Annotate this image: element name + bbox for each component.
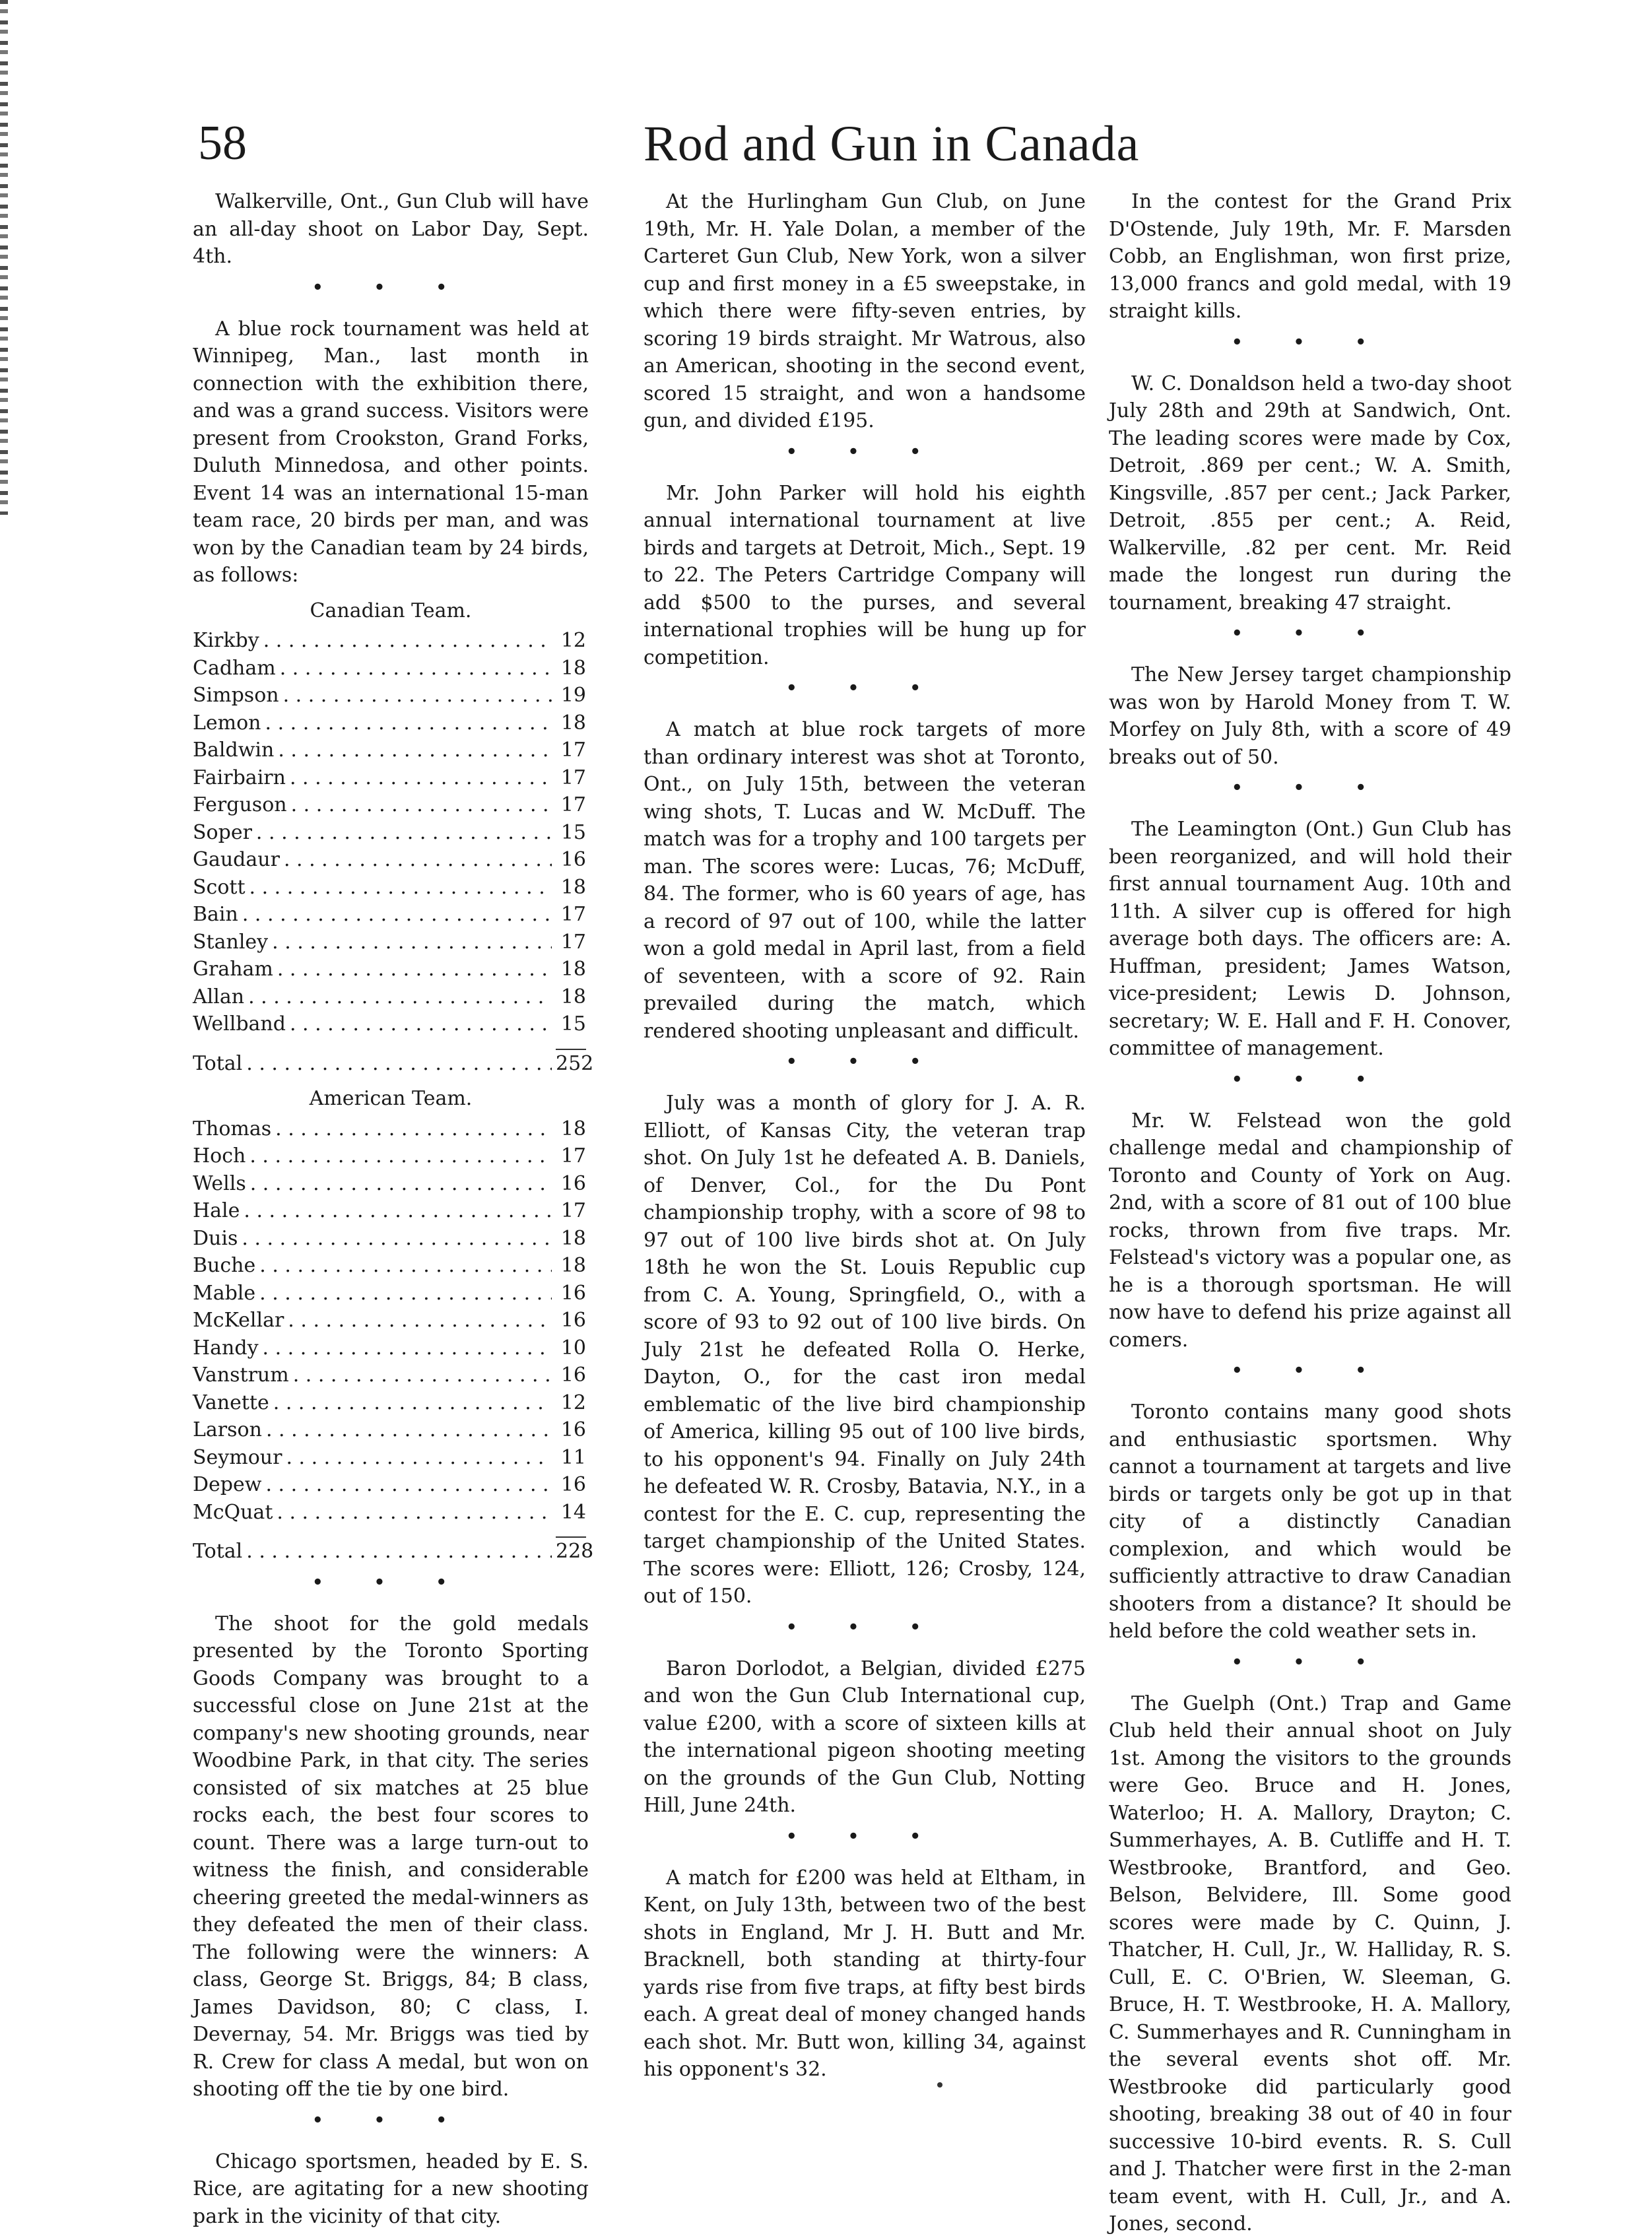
article-parker-tournament: Mr. John Parker will hold his eighth annual international tournament at live birds and targets at Detroit, Mich., Sept. 19 to 22. The Peters Cartridge Company will add $500 to the purses, and several international trophies will be hung up for competition.: [644, 481, 1086, 669]
player-score: 11: [560, 1445, 586, 1469]
column-left: [193, 188, 594, 2230]
american-team-table: [193, 1115, 594, 1565]
separator: • • •: [786, 1052, 943, 1072]
score-row: [193, 1252, 586, 1280]
total-row: [193, 1049, 594, 1078]
player-score: 17: [560, 1199, 586, 1222]
leader-dots: [242, 1225, 552, 1253]
leader-dots: [263, 1334, 552, 1362]
player-score: 15: [560, 820, 586, 844]
score-row: [193, 956, 586, 983]
leader-dots: [280, 655, 552, 682]
score-row: [193, 1334, 586, 1362]
player-name: Thomas: [193, 1117, 272, 1140]
player-name: Seymour: [193, 1445, 282, 1469]
player-score: 17: [560, 930, 586, 954]
player-score: 17: [560, 903, 586, 926]
player-score: 10: [560, 1336, 586, 1360]
leader-dots: [242, 901, 552, 929]
player-name: Wells: [193, 1171, 246, 1195]
leader-dots: [293, 1362, 552, 1389]
player-name: Mable: [193, 1281, 256, 1305]
separator: • • •: [786, 1826, 943, 1847]
article-new-jersey: The New Jersey target championship was won by Harold Money from T. W. Morfey on July 8th, with a score of 49 breaks out of 50.: [1109, 663, 1511, 769]
score-row: [193, 1197, 586, 1225]
score-row: [193, 1416, 586, 1444]
player-score: 18: [560, 985, 586, 1008]
player-name: Fairbairn: [193, 766, 286, 789]
article-toronto-medals: The shoot for the gold medals presented by the Toronto Sporting Goods Company was brought to a successful close on June 21st at the company's new shooting grounds, near Woodbine Park, in that city. The series consisted of six matches at 25 blue rocks each, the best four scores to count. There was a large turn-out to witness the finish, and considerable cheering greeted the medal-winners as they defeated the men of their class. The following were the winners: A class, George St. Briggs, 84; B class, James Davidson, 80; C class, I. Devernay, 54. Mr. Briggs was tied by R. Crew for class A medal, but won on shooting off the tie by one bird.: [193, 1612, 589, 2101]
player-name: Buche: [193, 1254, 256, 1277]
separator: • • •: [1232, 332, 1389, 352]
separator: • • •: [1232, 1069, 1389, 1090]
article-dorlodot: Baron Dorlodot, a Belgian, divided £275 and won the Gun Club International cup, value £200, with a score of sixteen kills at the international pigeon shooting meeting on the grounds of the Gun Club, Notting Hill, June 24th.: [644, 1657, 1086, 1817]
leader-dots: [288, 1307, 552, 1334]
player-score: 17: [560, 766, 586, 789]
score-row: [193, 1142, 586, 1170]
score-row: [193, 1499, 586, 1527]
article-lucas-mcduff: A match at blue rock targets of more than ordinary interest was shot at Toronto, Ont., on July 15th, between the veteran wing shots, T. Lucas and W. McDuff. The match was for a trophy and 100 targets per man. The scores were: Lucas, 76; McDuff, 84. The former, who is 60 years of age, has a record of 97 out of 100, while the latter won a gold medal in April last, from a field of seventeen, with a score of 92. Rain prevailed during the match, which rendered shooting unpleasant and difficult.: [644, 718, 1086, 1043]
player-score: 12: [560, 629, 586, 652]
player-score: 12: [560, 1391, 586, 1414]
article-winnipeg: A blue rock tournament was held at Winnipeg, Man., last month in connection with the exhibition there, and was a grand success. Visitors were present from Crookston, Grand Forks, Duluth Minnedosa, and other points. Event 14 was an international 15-man team race, 20 birds per man, and was won by the Canadian team by 24 birds, as follows:: [193, 317, 589, 587]
scan-edge-mark: [0, 0, 8, 515]
leader-dots: [266, 1416, 552, 1444]
article-hurlingham: At the Hurlingham Gun Club, on June 19th, Mr. H. Yale Dolan, a member of the Carteret Gun Club, New York, won a silver cup and first money in a £5 sweepstake, in which there were fifty-seven entries, by scoring 19 birds straight. Mr Watrous, also an American, shooting in the second event, scored 15 straight, and won a handsome gun, and divided £195.: [644, 190, 1086, 432]
player-name: Hoch: [193, 1144, 246, 1168]
score-row: [193, 1010, 586, 1038]
player-score: 19: [560, 684, 586, 707]
player-name: Ferguson: [193, 793, 287, 816]
player-name: Hale: [193, 1199, 240, 1222]
leader-dots: [277, 1499, 552, 1527]
player-score: 18: [560, 958, 586, 981]
score-row: [193, 682, 586, 709]
score-row: [193, 846, 586, 874]
separator: • • •: [312, 277, 469, 298]
player-name: McKellar: [193, 1309, 284, 1332]
score-row: [193, 655, 586, 682]
player-name: Soper: [193, 820, 252, 844]
leader-dots: [283, 682, 552, 709]
player-score: 16: [560, 1473, 586, 1496]
player-score: 18: [560, 875, 586, 899]
american-team-heading: American Team.: [309, 1087, 473, 1110]
team-total: 228: [556, 1536, 586, 1565]
leader-dots: [290, 1010, 552, 1038]
article-walkerville: Walkerville, Ont., Gun Club will have an all-day shoot on Labor Day, Sept. 4th.: [193, 190, 589, 268]
article-guelph: The Guelph (Ont.) Trap and Game Club held their annual shoot on July 1st. Among the visitors to the grounds were Geo. Bruce and H. Jones, Waterloo; H. A. Mallory, Drayton; C. Summerhayes, A. B. Cutliffe and H. T. Westbrooke, Brantford, and Geo. Belson, Belvidere, Ill. Some good scores were made by C. Quinn, J. Thatcher, H. Cull, Jr., W. Halliday, R. S. Cull, E. C. O'Brien, W. Sleeman, G. Bruce, H. T. Westbrooke, H. A. Mallory, C. Summerhayes and R. Cunningham in the several events shot off. Mr. Westbrooke did particularly good shooting, breaking 38 out of 40 in four successive 10-bird events. R. S. Cull and J. Thatcher were first in the 2-man team event, with H. Cull, Jr., and A. Jones, second.: [1109, 1692, 1511, 2235]
player-name: Vanstrum: [193, 1364, 289, 1387]
score-row: [193, 709, 586, 737]
score-row: [193, 764, 586, 792]
player-score: 15: [560, 1012, 586, 1036]
page-number: 58: [198, 116, 247, 170]
player-name: Cadham: [193, 656, 276, 680]
player-name: Larson: [193, 1418, 262, 1441]
leader-dots: [244, 1197, 552, 1225]
player-name: Scott: [193, 875, 246, 899]
player-score: 18: [560, 656, 586, 680]
player-score: 17: [560, 739, 586, 762]
score-row: [193, 1389, 586, 1417]
player-name: Kirkby: [193, 629, 259, 652]
score-row: [193, 1115, 586, 1143]
canadian-team-table: [193, 627, 594, 1077]
leader-dots: [263, 627, 552, 655]
score-row: [193, 983, 586, 1011]
player-name: Lemon: [193, 711, 261, 735]
leader-dots: [277, 956, 552, 983]
page-title: Rod and Gun in Canada: [644, 116, 1140, 172]
player-name: Depew: [193, 1473, 262, 1496]
leader-dots: [249, 874, 552, 902]
player-name: Stanley: [193, 930, 269, 954]
column-middle: [644, 188, 1086, 2084]
player-score: 14: [560, 1500, 586, 1524]
player-score: 16: [560, 1364, 586, 1387]
player-name: Vanette: [193, 1391, 269, 1414]
separator: • • •: [312, 2110, 469, 2130]
score-row: [193, 1225, 586, 1253]
player-name: Allan: [193, 985, 245, 1008]
score-row: [193, 1444, 586, 1472]
article-elliott: July was a month of glory for J. A. R. Elliott, of Kansas City, the veteran trap shot. On July 1st he defeated A. B. Daniels, of Denver, Col., for the Du Pont championship trophy, with a score of 98 to 97 out of 100 live birds shot at. On July 18th he won the St. Louis Republic cup from C. A. Young, Springfield, O., with a score of 93 to 92 out of 100 live birds. On July 21st he defeated Rolla O. Herke, Dayton, O., for the cast iron medal emblematic of the live bird championship of America, killing 95 out of 100 live birds, to his opponent's 94. Finally on July 24th he defeated W. R. Crosby, Batavia, N.Y., in a contest for the E. C. cup, representing the target championship of the United States. The scores were: Elliott, 126; Crosby, 124, out of 150.: [644, 1092, 1086, 1608]
leader-dots: [286, 1444, 552, 1472]
player-name: Bain: [193, 903, 238, 926]
leader-dots: [291, 791, 552, 819]
player-name: Graham: [193, 958, 273, 981]
leader-dots: [256, 819, 552, 847]
player-score: 16: [560, 1418, 586, 1441]
separator: • • •: [786, 442, 943, 462]
total-label: Total: [193, 1051, 243, 1075]
player-name: Handy: [193, 1336, 259, 1360]
separator: • • •: [1232, 778, 1389, 798]
player-score: 17: [560, 793, 586, 816]
article-donaldson: W. C. Donaldson held a two-day shoot July 28th and 29th at Sandwich, Ont. The leading scores were made by Cox, Detroit, .869 per cent.; W. A. Smith, Kingsville, .857 per cent.; Jack Parker, Detroit, .855 per cent.; A. Reid, Walkerville, .82 per cent. Mr. Reid made the longest run during the tournament, breaking 47 straight.: [1109, 372, 1511, 614]
article-grand-prix: In the contest for the Grand Prix D'Ostende, July 19th, Mr. F. Marsden Cobb, an Englishman, won first prize, 13,000 francs and gold medal, with 19 straight kills.: [1109, 190, 1511, 323]
leader-dots: [259, 1280, 552, 1307]
score-row: [193, 627, 586, 655]
player-score: 16: [560, 1309, 586, 1332]
player-score: 16: [560, 1281, 586, 1305]
separator: • • •: [1232, 1361, 1389, 1381]
player-score: 18: [560, 711, 586, 735]
score-row: [193, 874, 586, 902]
player-score: 18: [560, 1226, 586, 1250]
leader-dots: [284, 846, 552, 874]
leader-dots: [250, 1170, 552, 1198]
leader-dots: [259, 1252, 552, 1280]
player-name: Gaudaur: [193, 848, 280, 871]
player-name: Duis: [193, 1226, 238, 1250]
leader-dots: [248, 983, 552, 1011]
separator: • • •: [1232, 1652, 1389, 1672]
separator: • • •: [312, 1572, 469, 1593]
score-row: [193, 1362, 586, 1389]
article-felstead: Mr. W. Felstead won the gold challenge medal and championship of Toronto and County of York on Aug. 2nd, with a score of 81 out of 100 blue rocks, thrown from five traps. Mr. Felstead's victory was a popular one, as he is a thorough sportsman. He will now have to defend his prize against all comers.: [1109, 1109, 1511, 1352]
score-row: [193, 737, 586, 764]
article-toronto-shooters: Toronto contains many good shots and enthusiastic sportsmen. Why cannot a tournament at targets and live birds or targets only be got up in that city of a distinctly Canadian complexion, and which would be sufficiently attractive to draw Canadian shooters from a distance? It should be held before the cold weather sets in.: [1109, 1400, 1511, 1643]
score-row: [193, 1307, 586, 1334]
leader-dots: [290, 764, 552, 792]
leader-dots: [246, 1538, 552, 1565]
score-row: [193, 929, 586, 956]
article-chicago: Chicago sportsmen, headed by E. S. Rice, are agitating for a new shooting park in the vicinity of that city.: [193, 2150, 589, 2228]
player-score: 18: [560, 1117, 586, 1140]
player-score: 16: [560, 848, 586, 871]
leader-dots: [265, 709, 552, 737]
leader-dots: [265, 1471, 552, 1499]
player-name: McQuat: [193, 1500, 273, 1524]
player-score: 18: [560, 1254, 586, 1277]
score-row: [193, 819, 586, 847]
column-right: [1109, 188, 1511, 2238]
article-eltham-match: A match for £200 was held at Eltham, in Kent, on July 13th, between two of the best shots in England, Mr J. H. Butt and Mr. Bracknell, both standing at thirty-four yards rise from five traps, at fifty best birds each. A great deal of money changed hands each shot. Mr. Butt won, killing 34, against his opponent's 32.: [644, 1866, 1086, 2081]
player-name: Wellband: [193, 1012, 286, 1036]
leader-dots: [278, 737, 552, 764]
separator: • • •: [1232, 624, 1389, 643]
score-row: [193, 1471, 586, 1499]
leader-dots: [273, 1389, 552, 1417]
article-leamington: The Leamington (Ont.) Gun Club has been reorganized, and will hold their first annual tournament Aug. 10th and 11th. A silver cup is offered for high average both days. The officers are: A. Huffman, president; James Watson, vice-president; Lewis D. Johnson, secretary; W. E. Hall and F. H. Conover, committee of management.: [1109, 818, 1511, 1060]
page-footer-dot: [937, 2082, 942, 2088]
total-label: Total: [193, 1540, 243, 1563]
team-total: 252: [556, 1049, 586, 1078]
score-row: [193, 791, 586, 819]
leader-dots: [275, 1115, 552, 1143]
score-row: [193, 901, 586, 929]
leader-dots: [272, 929, 552, 956]
player-score: 17: [560, 1144, 586, 1168]
player-name: Simpson: [193, 684, 279, 707]
separator: • • •: [786, 1617, 943, 1637]
total-row: [193, 1536, 594, 1565]
score-row: [193, 1280, 586, 1307]
separator: • • •: [786, 678, 943, 698]
leader-dots: [249, 1142, 552, 1170]
player-score: 16: [560, 1171, 586, 1195]
player-name: Baldwin: [193, 739, 275, 762]
canadian-team-heading: Canadian Team.: [310, 599, 472, 622]
score-row: [193, 1170, 586, 1198]
leader-dots: [246, 1050, 552, 1078]
